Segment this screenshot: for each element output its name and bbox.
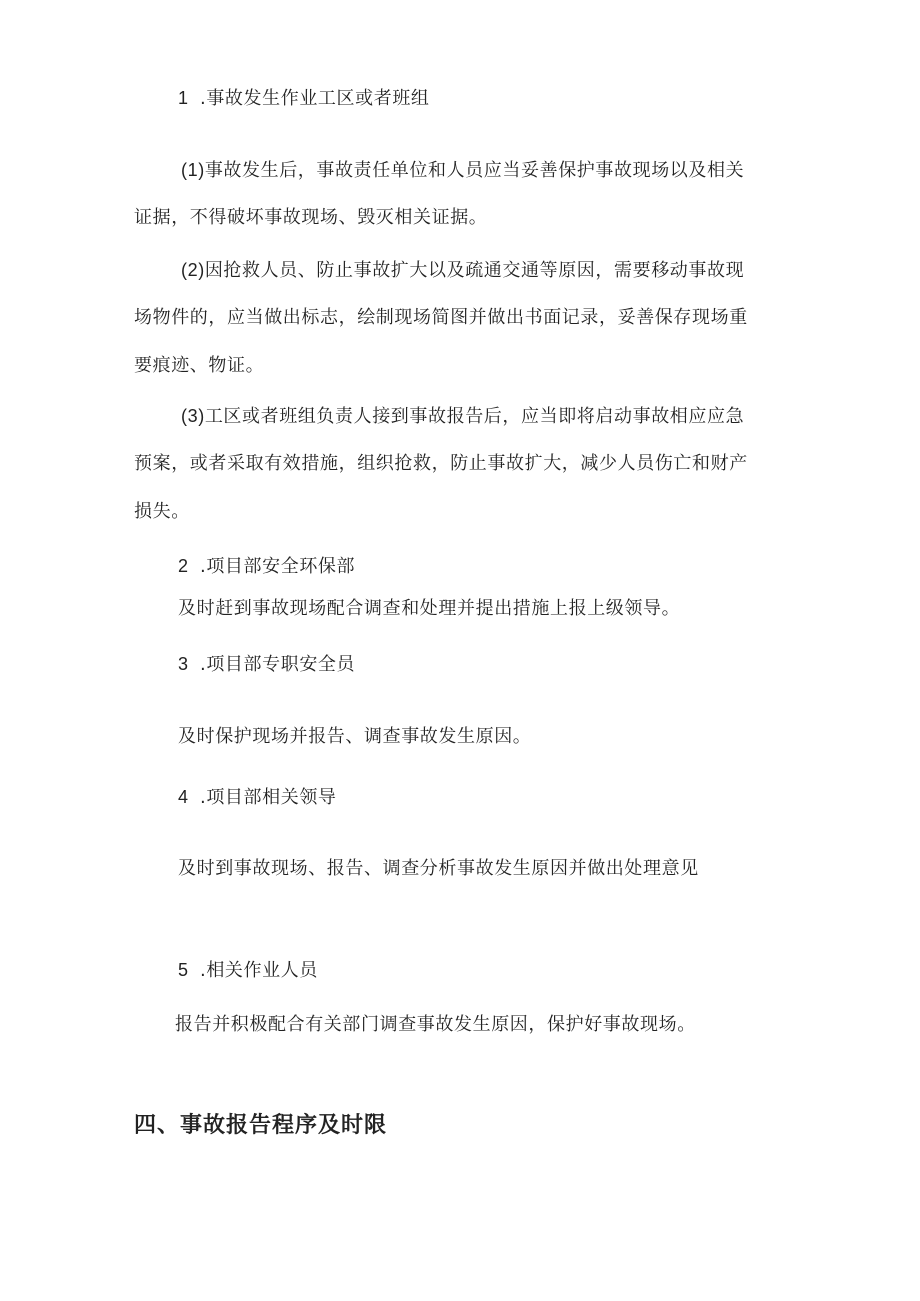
paragraph-1-number: (1) bbox=[181, 160, 205, 180]
item-5-title: .相关作业人员 bbox=[200, 960, 318, 981]
paragraph-3-line-2: 预案，或者采取有效措施，组织抢救，防止事故扩大，减少人员伤亡和财产 bbox=[134, 453, 748, 474]
paragraph-3-number: (3) bbox=[181, 406, 205, 426]
item-4-number: 4 bbox=[178, 787, 189, 807]
item-5-number: 5 bbox=[178, 960, 189, 980]
item-3-title: .项目部专职安全员 bbox=[200, 654, 356, 675]
paragraph-1-line-1 bbox=[181, 158, 744, 183]
item-2-title: .项目部安全环保部 bbox=[200, 556, 356, 577]
item-5-body: 报告并积极配合有关部门调查事故发生原因，保护好事故现场。 bbox=[175, 1014, 696, 1035]
item-4-body: 及时到事故现场、报告、调查分析事故发生原因并做出处理意见 bbox=[178, 858, 699, 879]
paragraph-2-text-1: 因抢救人员、防止事故扩大以及疏通交通等原因，需要移动事故现 bbox=[204, 260, 745, 281]
item-2-body: 及时赶到事故现场配合调查和处理并提出措施上报上级领导。 bbox=[178, 598, 681, 619]
paragraph-2-number: (2) bbox=[181, 260, 205, 280]
paragraph-3-line-1 bbox=[181, 404, 744, 429]
paragraph-3-text-1: 工区或者班组负责人接到事故报告后，应当即将启动事故相应应急 bbox=[204, 406, 745, 427]
item-1-number: 1 bbox=[178, 88, 189, 108]
paragraph-1-text-1: 事故发生后，事故责任单位和人员应当妥善保护事故现场以及相关 bbox=[204, 160, 745, 181]
item-3-body: 及时保护现场并报告、调查事故发生原因。 bbox=[178, 726, 532, 747]
paragraph-1-line-2: 证据，不得破坏事故现场、毁灭相关证据。 bbox=[134, 207, 488, 228]
item-4-heading bbox=[178, 785, 337, 810]
item-2-number: 2 bbox=[178, 556, 189, 576]
paragraph-2-line-2: 场物件的，应当做出标志，绘制现场简图并做出书面记录，妥善保存现场重 bbox=[134, 307, 748, 328]
item-3-number: 3 bbox=[178, 654, 189, 674]
paragraph-2-line-1 bbox=[181, 258, 744, 283]
paragraph-2-line-3: 要痕迹、物证。 bbox=[134, 355, 265, 376]
item-1-heading bbox=[178, 86, 430, 111]
section-heading: 四、事故报告程序及时限 bbox=[134, 1113, 388, 1138]
paragraph-3-line-3: 损失。 bbox=[134, 501, 190, 522]
item-1-title: .事故发生作业工区或者班组 bbox=[200, 88, 430, 109]
item-4-title: .项目部相关领导 bbox=[200, 787, 337, 808]
item-5-heading bbox=[178, 958, 318, 983]
item-3-heading bbox=[178, 652, 355, 677]
item-2-heading bbox=[178, 554, 355, 579]
